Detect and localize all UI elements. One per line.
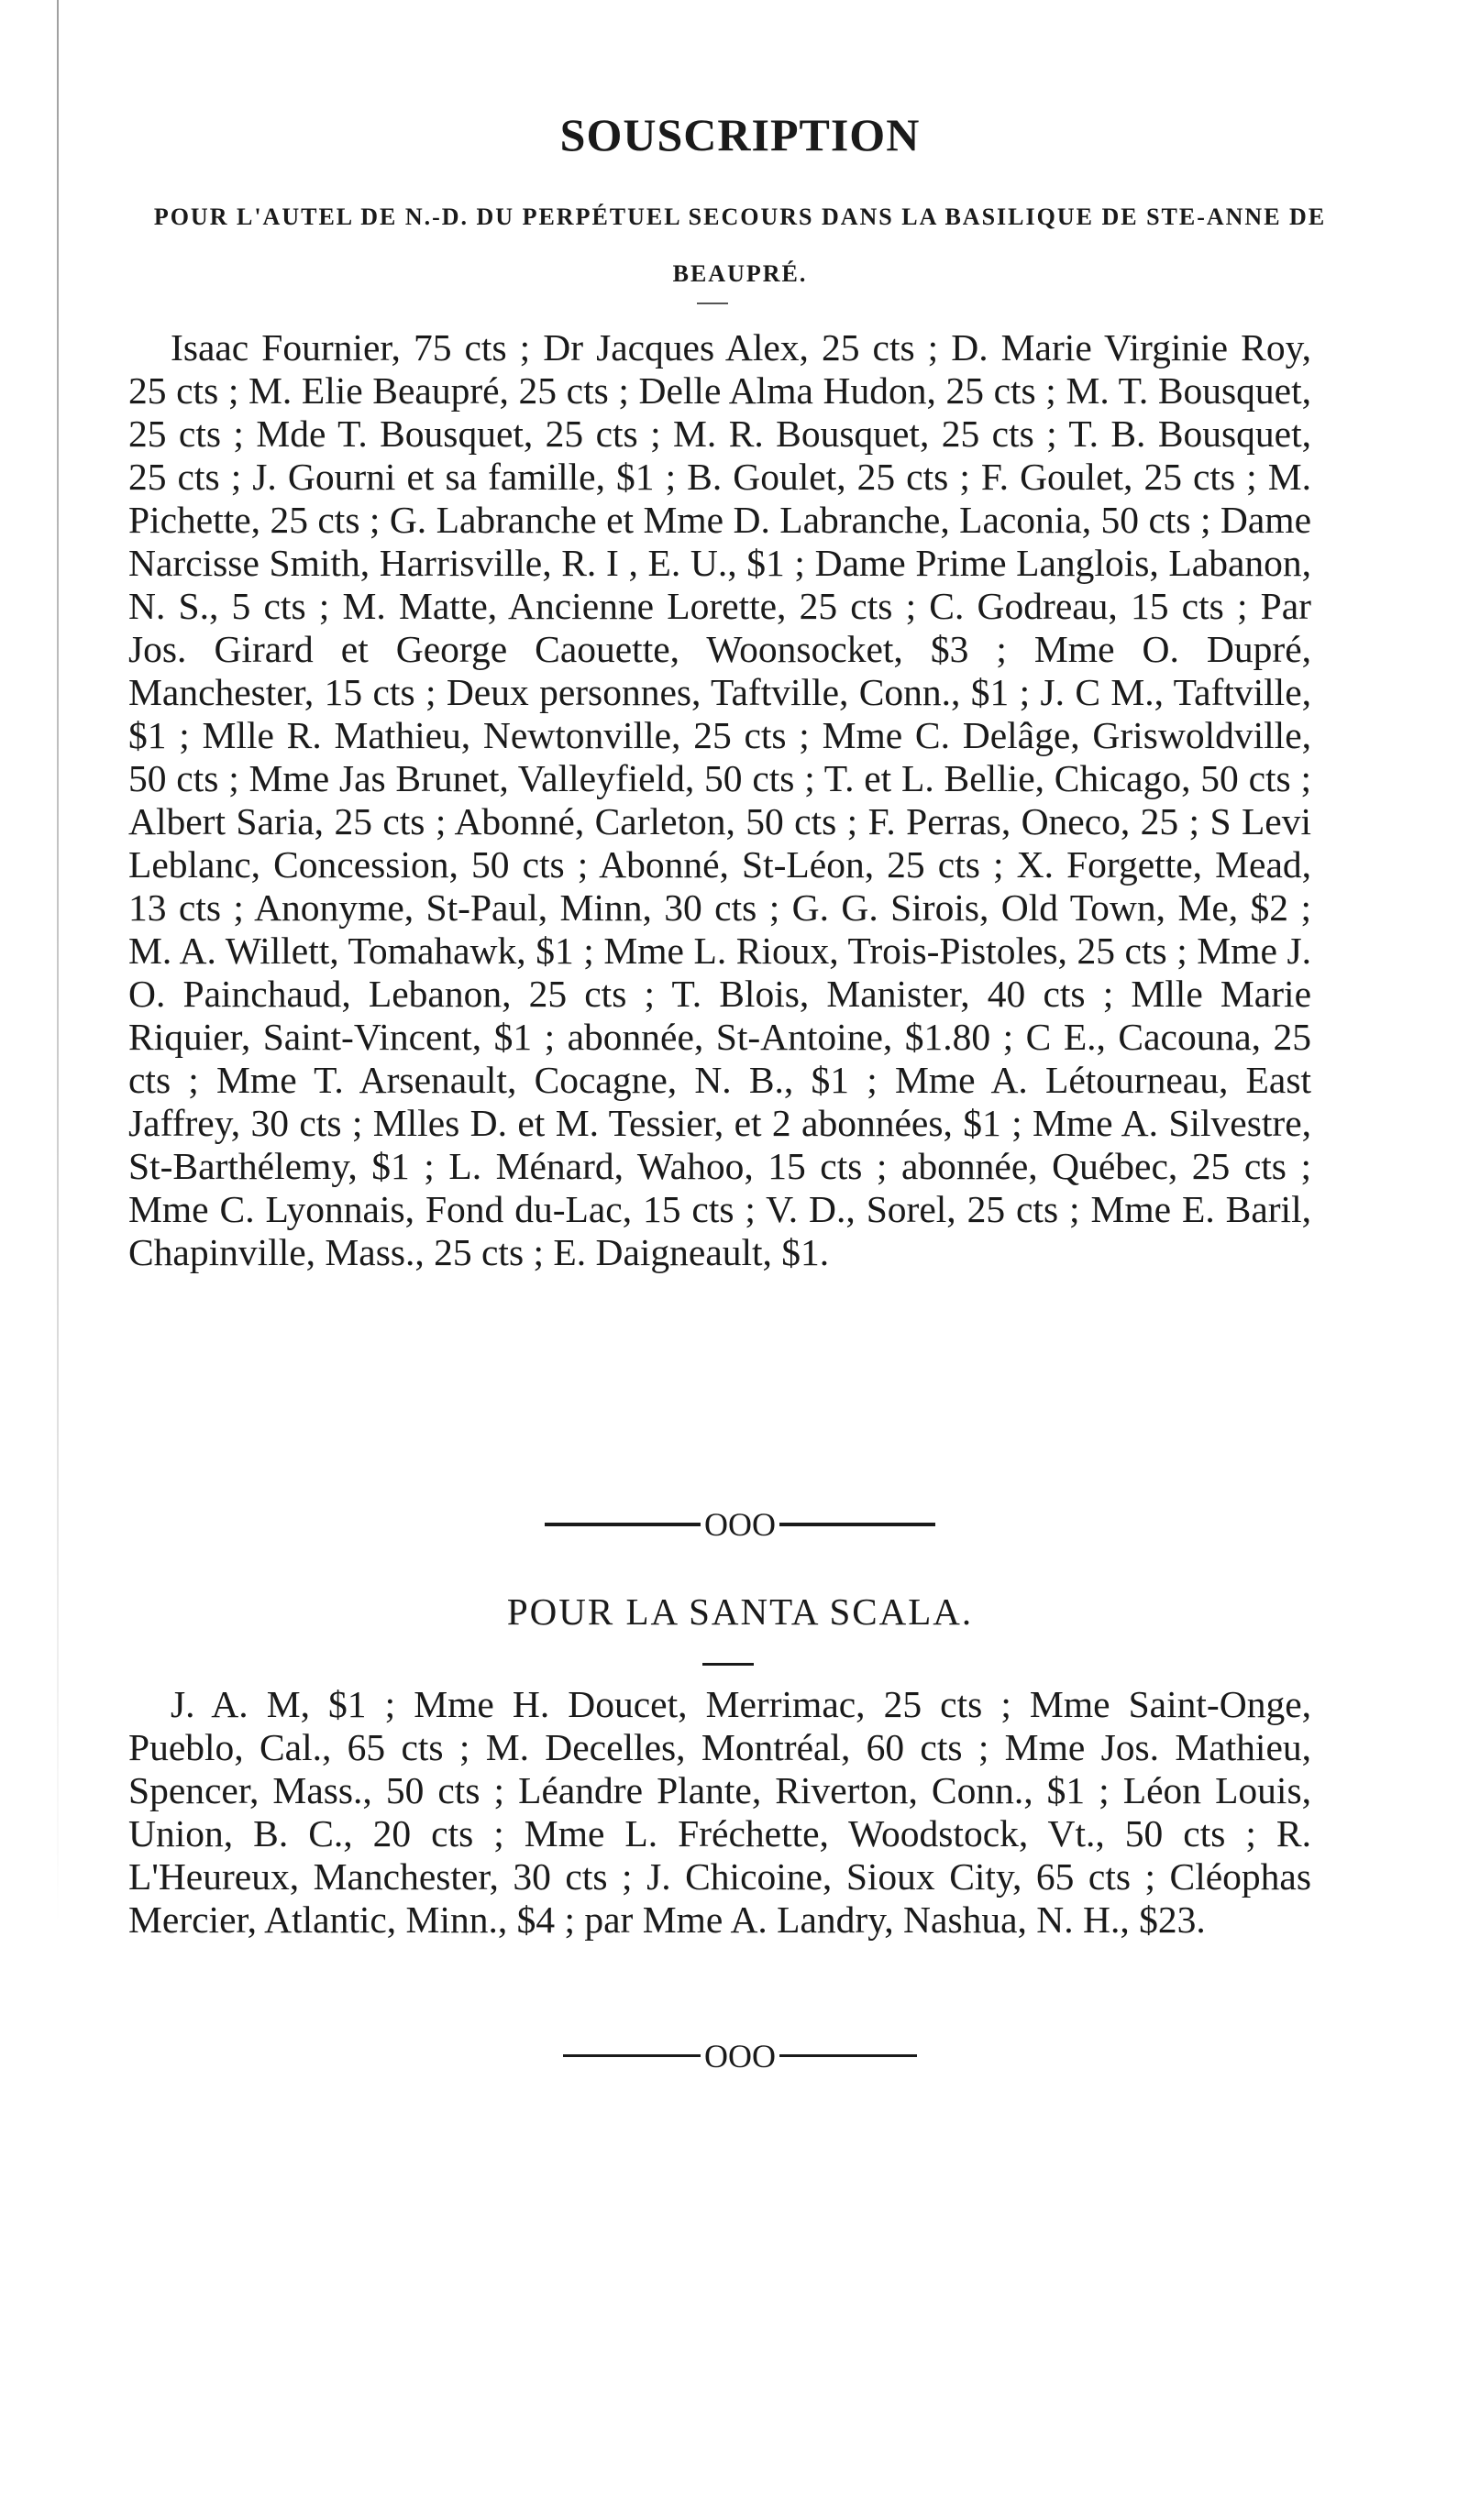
page-subtitle: POUR L'AUTEL DE N.-D. DU PERPÉTUEL SECOURS DANS LA BASILIQUE DE STE-ANNE DE BEAUPRÉ. [153, 204, 1327, 287]
separator-rule-left [545, 1523, 701, 1526]
separator-text: OOO [704, 2037, 776, 2074]
santa-scala-list-paragraph: J. A. M, $1 ; Mme H. Doucet, Merrimac, 25 cts ; Mme Saint-Onge, Pueblo, Cal., 65 cts ; M. Decelles, Montréal, 60 cts ; Mme Jos. Mathieu, Spencer, Mass., 50 cts ; Léandre Plante, Riverton, Conn., $1 ; Léon Louis, Union, B. C., 20 cts ; Mme L. Fréchette, Woodstock, Vt., 50 cts ; R. L'Heureux, Manchester, 30 cts ; J. Chicoine, Sioux City, 65 cts ; Cléophas Mercier, Atlantic, Minn., $4 ; par Mme A. Landry, Nashua, N. H., $23. [128, 1683, 1311, 1941]
separator-rule-right [779, 2054, 917, 2057]
separator-rule-left [563, 2054, 701, 2057]
page-title: SOUSCRIPTION [559, 109, 921, 160]
page-edge-shadow [57, 0, 59, 1925]
separator-text: OOO [704, 1505, 776, 1543]
end-separator [0, 2033, 1480, 2075]
section-title: POUR LA SANTA SCALA. [506, 1590, 974, 1633]
separator-rule-right [779, 1523, 935, 1526]
subscription-list-paragraph: Isaac Fournier, 75 cts ; Dr Jacques Alex, 25 cts ; D. Marie Virginie Roy, 25 cts ; M. Elie Beaupré, 25 cts ; Delle Alma Hudon, 25 cts ; M. T. Bousquet, 25 cts ; Mde T. Bousquet, 25 cts ; M. R. Bousquet, 25 cts ; T. B. Bousquet, 25 cts ; J. Gourni et sa famille, $1 ; B. Goulet, 25 cts ; F. Goulet, 25 cts ; M. Pichette, 25 cts ; G. Labranche et Mme D. Labranche, Laconia, 50 cts ; Dame Narcisse Smith, Harrisville, R. I , E. U., $1 ; Dame Prime Langlois, Labanon, N. S., 5 cts ; M. Matte, Ancienne Lorette, 25 cts ; C. Godreau, 15 cts ; Par Jos. Girard et George Caouette, Woonsocket, $3 ; Mme O. Dupré, Manchester, 15 cts ; Deux personnes, Taftville, Conn., $1 ; J. C M., Taftville, $1 ; Mlle R. Mathieu, Newtonville, 25 cts ; Mme C. Delâge, Griswoldville, 50 cts ; Mme Jas Brunet, Valleyfield, 50 cts ; T. et L. Bellie, Chicago, 50 cts ; Albert Saria, 25 cts ; Abonné, Carleton, 50 cts ; F. Perras, Oneco, 25 ; S Levi Leblanc, Concession, 50 cts ; Abonné, St-Léon, 25 cts ; X. Forgette, Mead, 13 cts ; Anonyme, St-Paul, Minn, 30 cts ; G. G. Sirois, Old Town, Me, $2 ; M. A. Willett, Tomahawk, $1 ; Mme L. Rioux, Trois-Pistoles, 25 cts ; Mme J. O. Painchaud, Lebanon, 25 cts ; T. Blois, Manister, 40 cts ; Mlle Marie Riquier, Saint-Vincent, $1 ; abonnée, St-Antoine, $1.80 ; C E., Cacouna, 25 cts ; Mme T. Arsenault, Cocagne, N. B., $1 ; Mme A. Létourneau, East Jaffrey, 30 cts ; Mlles D. et M. Tessier, et 2 abonnées, $1 ; Mme A. Silvestre, St-Barthélemy, $1 ; L. Ménard, Wahoo, 15 cts ; abonnée, Québec, 25 cts ; Mme C. Lyonnais, Fond du-Lac, 15 cts ; V. D., Sorel, 25 cts ; Mme E. Baril, Chapinville, Mass., 25 cts ; E. Daigneault, $1. [128, 326, 1311, 1273]
title-divider [697, 303, 728, 304]
section-title-divider [702, 1663, 754, 1666]
section-separator [0, 1502, 1480, 1544]
